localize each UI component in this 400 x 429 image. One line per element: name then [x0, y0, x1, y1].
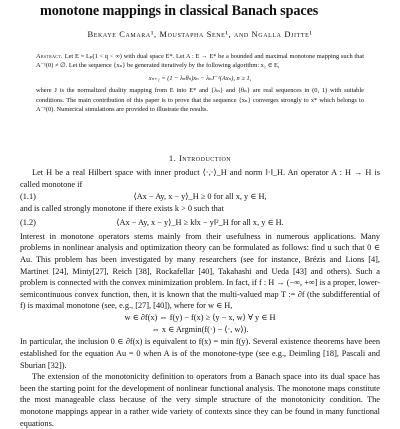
author-list: Bekaye Camara¹, Moustapha Sene¹, and Ngalla Djitte¹ [87, 29, 313, 39]
equation-1-2 [20, 215, 380, 231]
subdifferential-equation-line-1: w ∈ ∂f(x) ⇔ f(y) − f(x) ≥ ⟨y − x, w⟩ ∀ y ∈ H [124, 312, 276, 322]
equation-body: ⟨Ax − Ay, x − y⟩_H ≥ 0 for all x, y ∈ H, [133, 192, 267, 202]
abstract [36, 52, 364, 114]
paper-title: monotone mappings in classical Banach spaces [40, 3, 319, 19]
subdifferential-equation-line-2: ⇔ x ∈ Argmin(f(·) − ⟨·, w⟩). [151, 325, 249, 335]
equation-number: (1.1) [20, 192, 36, 202]
abstract-text-2: where J is the normalized duality mapping from E into E* and {λₙ} and {θₙ} are real sequences in (0, 1) with suitable conditions. The main contribution of this paper is to prove that the sequence {xₙ} converges strongly to x* which belongs to A⁻¹(0). Numerical simulations are provided to illustrate the results. [36, 87, 364, 114]
paragraph-1: Let H be a real Hilbert space with inner product ⟨·,·⟩_H and norm ‖·‖_H. An operator A : H → H is called monotone if [20, 168, 380, 189]
equation-body: ⟨Ax − Ay, x − y⟩_H ≥ k‖x − y‖²_H for all x, y ∈ H. [116, 217, 284, 227]
paragraph-2: and is called strongly monotone if there exists k > 0 such that [20, 204, 224, 214]
equation-number: (1.2) [20, 217, 36, 227]
abstract-text-1: Let E = Lₚ(1 < q < ∞) with dual space E*. Let A : E → E* be a bounded and maximal monotone mapping such that A⁻¹(0) ≠ ∅. Let the sequence {xₙ} be generated iteratively by the following algorithm: x₁ ∈ E, [36, 53, 364, 70]
paragraph-5: The extension of the monotonicity definition to operators from a Banach space into its dual space has been the starting point for the development of nonlinear functional analysis. The monotone maps constitute the most manageable class because of the very simple structure of the monotonicity condition. The monotone mappings appear in a rather wide variety of contexts since they can be found in many functional equations. [20, 372, 380, 428]
abstract-equation: xₙ₊₁ = (1 − λₙθₙ)xₙ − λₙJ⁻¹(Axₙ), n ≥ 1, [148, 74, 252, 82]
equation-1-1 [20, 190, 380, 203]
paragraph-4: In particular, the inclusion 0 ∈ ∂f(x) is equivalent to f(x) = min f(y). Several existence theorems have been established for the equation Au = 0 when A is of the monotone-type (see e.g., Deimling [18], Pascali and Sburian [32]). [20, 337, 380, 370]
paragraph-3: Interest in monotone operators stems mainly from their usefulness in numerous applications. Many problems in nonlinear analysis and optimization theory can be formulated as follows: find u such that 0 ∈ Au. This problem has been investigated by many researchers (see for instance, Brézis and Lions [4], Martinet [24], Minty[27], Reich [38], Rockafellar [40], Takahashi and Ueda [43] and others). Such a problem is connected with the convex minimization problem. In fact, if f : H → (−∞, +∞] is a proper, lower-semicontinuous convex function, then, it is known that the multi-valued map T := ∂f (the subdifferential of f) is maximal monotone (see, e.g., [27], [40]), where for w ∈ H, [20, 231, 380, 311]
abstract-label: Abstract. [36, 53, 63, 60]
body-text [20, 167, 380, 429]
section-heading: 1. Introduction [168, 153, 232, 163]
